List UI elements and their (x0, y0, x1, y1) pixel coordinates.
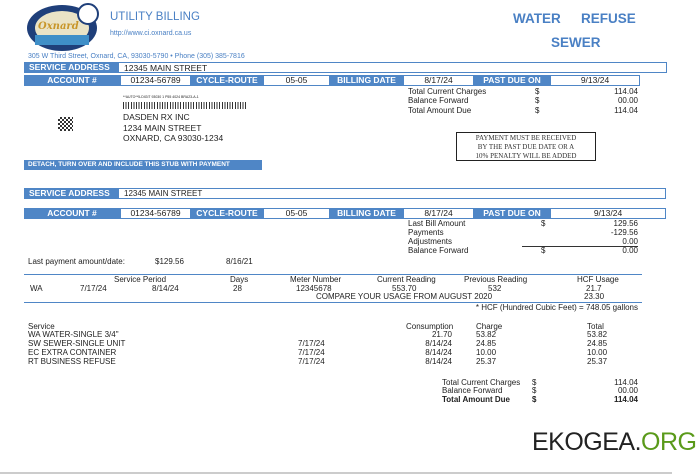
summary-divider (522, 246, 638, 247)
charge-charge: 25.37 (476, 357, 497, 366)
service-refuse: REFUSE (581, 11, 636, 26)
total-amount: 00.00 (617, 386, 638, 395)
account-value: 01234-56789 (120, 75, 191, 86)
currency: $ (532, 386, 537, 395)
charge-service: WA WATER-SINGLE 3/4" (28, 330, 119, 339)
billing-date-label: BILLING DATE (330, 75, 403, 86)
hcf-note: * HCF (Hundred Cubic Feet) = 748.05 gallons (475, 303, 638, 312)
usage-days: 28 (233, 284, 242, 293)
mail-code: **AUTO**5-DIGIT 93030 1 P55 4024 BRA23-A-1 (123, 95, 199, 99)
charge-service: EC EXTRA CONTAINER (28, 348, 117, 357)
bill-account-label: ACCOUNT # (24, 208, 120, 219)
customer-city: OXNARD, CA 93030-1234 (123, 133, 224, 143)
total-label: Total Amount Due (408, 106, 472, 115)
total-amount: 114.04 (614, 87, 638, 96)
summary-label: Balance Forward (408, 246, 469, 255)
usage-meter: 12345678 (296, 284, 332, 293)
website-link[interactable]: http://www.ci.oxnard.ca.us (110, 30, 192, 37)
total-label: Total Amount Due (442, 395, 510, 404)
watermark-suffix: ORG (641, 428, 697, 456)
service-address-label: SERVICE ADDRESS (24, 62, 119, 73)
city-address: 305 W Third Street, Oxnard, CA, 93030-5790 • Phone (305) 385-7816 (28, 53, 245, 60)
compare-label: COMPARE YOUR USAGE FROM AUGUST 2020 (316, 292, 493, 301)
logo-water (35, 35, 89, 45)
summary-amount: 129.56 (613, 219, 638, 228)
bill-account-value: 01234-56789 (120, 208, 191, 219)
penalty-line: BY THE PAST DUE DATE OR A (477, 143, 575, 151)
total-label: Balance Forward (408, 96, 469, 105)
col-header: HCF Usage (577, 275, 619, 284)
usage-code: WA (30, 284, 43, 293)
past-due-label: PAST DUE ON (474, 75, 550, 86)
usage-current: 553.70 (392, 284, 417, 293)
charge-from: 7/17/24 (298, 357, 325, 366)
usage-from: 7/17/24 (80, 284, 107, 293)
col-header: Days (230, 275, 249, 284)
currency: $ (535, 106, 540, 115)
col-header: Consumption (406, 322, 454, 331)
service-sewer: SEWER (551, 35, 601, 50)
customer-street: 1234 MAIN STREET (123, 123, 202, 133)
charge-total: 25.37 (587, 357, 608, 366)
summary-label: Last Bill Amount (408, 219, 466, 228)
total-amount: 114.04 (614, 378, 638, 387)
bill-past-due-value: 9/13/24 (550, 208, 666, 219)
service-water: WATER (513, 11, 561, 26)
penalty-line: PAYMENT MUST BE RECEIVED (475, 134, 577, 142)
charge-from: 7/17/24 (298, 348, 325, 357)
charge-charge: 10.00 (476, 348, 497, 357)
bill-past-due-label: PAST DUE ON (474, 208, 550, 219)
logo-sun (77, 3, 99, 25)
watermark-main: EKOGEA. (532, 428, 642, 456)
charge-to: 8/14/24 (425, 348, 452, 357)
usage-previous: 532 (488, 284, 502, 293)
penalty-line: 10% PENALTY WILL BE ADDED (475, 152, 577, 160)
currency: $ (535, 87, 540, 96)
col-header: Service (28, 322, 55, 331)
logo-oxnard-text: Oxnard (38, 21, 79, 32)
service-address-box (24, 62, 667, 73)
currency: $ (532, 395, 537, 404)
col-header: Current Reading (377, 275, 436, 284)
usage-to: 8/14/24 (152, 284, 179, 293)
bill-cycle-route-label: CYCLE-ROUTE (191, 208, 263, 219)
usage-hcf: 21.7 (586, 284, 602, 293)
detach-instruction: DETACH, TURN OVER AND INCLUDE THIS STUB WITH PAYMENT (24, 160, 262, 170)
bill-cycle-route-value: 05-05 (263, 208, 330, 219)
bill-billing-date-value: 8/17/24 (403, 208, 474, 219)
bill-billing-date-label: BILLING DATE (330, 208, 403, 219)
total-amount: 00.00 (617, 96, 638, 105)
city-logo (27, 5, 97, 51)
col-header: Charge (476, 322, 503, 331)
summary-amount: 0.00 (622, 237, 638, 246)
col-header: Previous Reading (464, 275, 528, 284)
billing-date-value: 8/17/24 (403, 75, 474, 86)
col-header: Total (587, 322, 604, 331)
summary-label: Adjustments (408, 237, 453, 246)
charge-total: 53.82 (587, 330, 608, 339)
summary-amount: 0.00 (622, 246, 638, 255)
col-header: Service Period (114, 275, 167, 284)
charge-from: 7/17/24 (298, 339, 325, 348)
summary-amount: -129.56 (610, 228, 638, 237)
charge-service: RT BUSINESS REFUSE (28, 357, 116, 366)
charge-total: 24.85 (587, 339, 608, 348)
last-payment-date: 8/16/21 (226, 257, 253, 266)
bill-service-address-label: SERVICE ADDRESS (24, 188, 119, 199)
total-label: Balance Forward (442, 386, 503, 395)
bottom-rule (0, 472, 672, 474)
last-payment-label: Last payment amount/date: (28, 257, 125, 266)
last-payment-amount: $129.56 (155, 257, 184, 266)
charge-charge: 53.82 (476, 330, 497, 339)
currency: $ (532, 378, 537, 387)
currency: $ (535, 96, 540, 105)
past-due-value: 9/13/24 (550, 75, 640, 86)
utility-billing-title: UTILITY BILLING (110, 11, 200, 23)
bill-service-address-box (24, 188, 666, 199)
total-label: Total Current Charges (442, 378, 521, 387)
total-amount: 114.04 (613, 395, 638, 404)
account-label: ACCOUNT # (24, 75, 120, 86)
postal-barcode (123, 102, 247, 109)
summary-label: Payments (408, 228, 444, 237)
cycle-route-label: CYCLE-ROUTE (191, 75, 263, 86)
total-label: Total Current Charges (408, 87, 487, 96)
charge-charge: 24.85 (476, 339, 497, 348)
qr-code (58, 117, 73, 131)
charge-to: 8/14/24 (425, 357, 452, 366)
service-address-value: 12345 MAIN STREET (124, 63, 208, 73)
compare-value: 23.30 (584, 292, 605, 301)
customer-name: DASDEN RX INC (123, 112, 190, 122)
currency: $ (541, 219, 546, 228)
charge-service: SW SEWER-SINGLE UNIT (28, 339, 126, 348)
charge-total: 10.00 (587, 348, 608, 357)
bill-service-address-value: 12345 MAIN STREET (124, 189, 203, 198)
col-header: Meter Number (290, 275, 342, 284)
total-amount: 114.04 (614, 106, 638, 115)
watermark (532, 428, 697, 457)
charge-to: 8/14/24 (425, 339, 452, 348)
cycle-route-value: 05-05 (263, 75, 330, 86)
penalty-notice (456, 132, 596, 161)
charge-to: 21.70 (431, 330, 452, 339)
currency: $ (541, 246, 546, 255)
